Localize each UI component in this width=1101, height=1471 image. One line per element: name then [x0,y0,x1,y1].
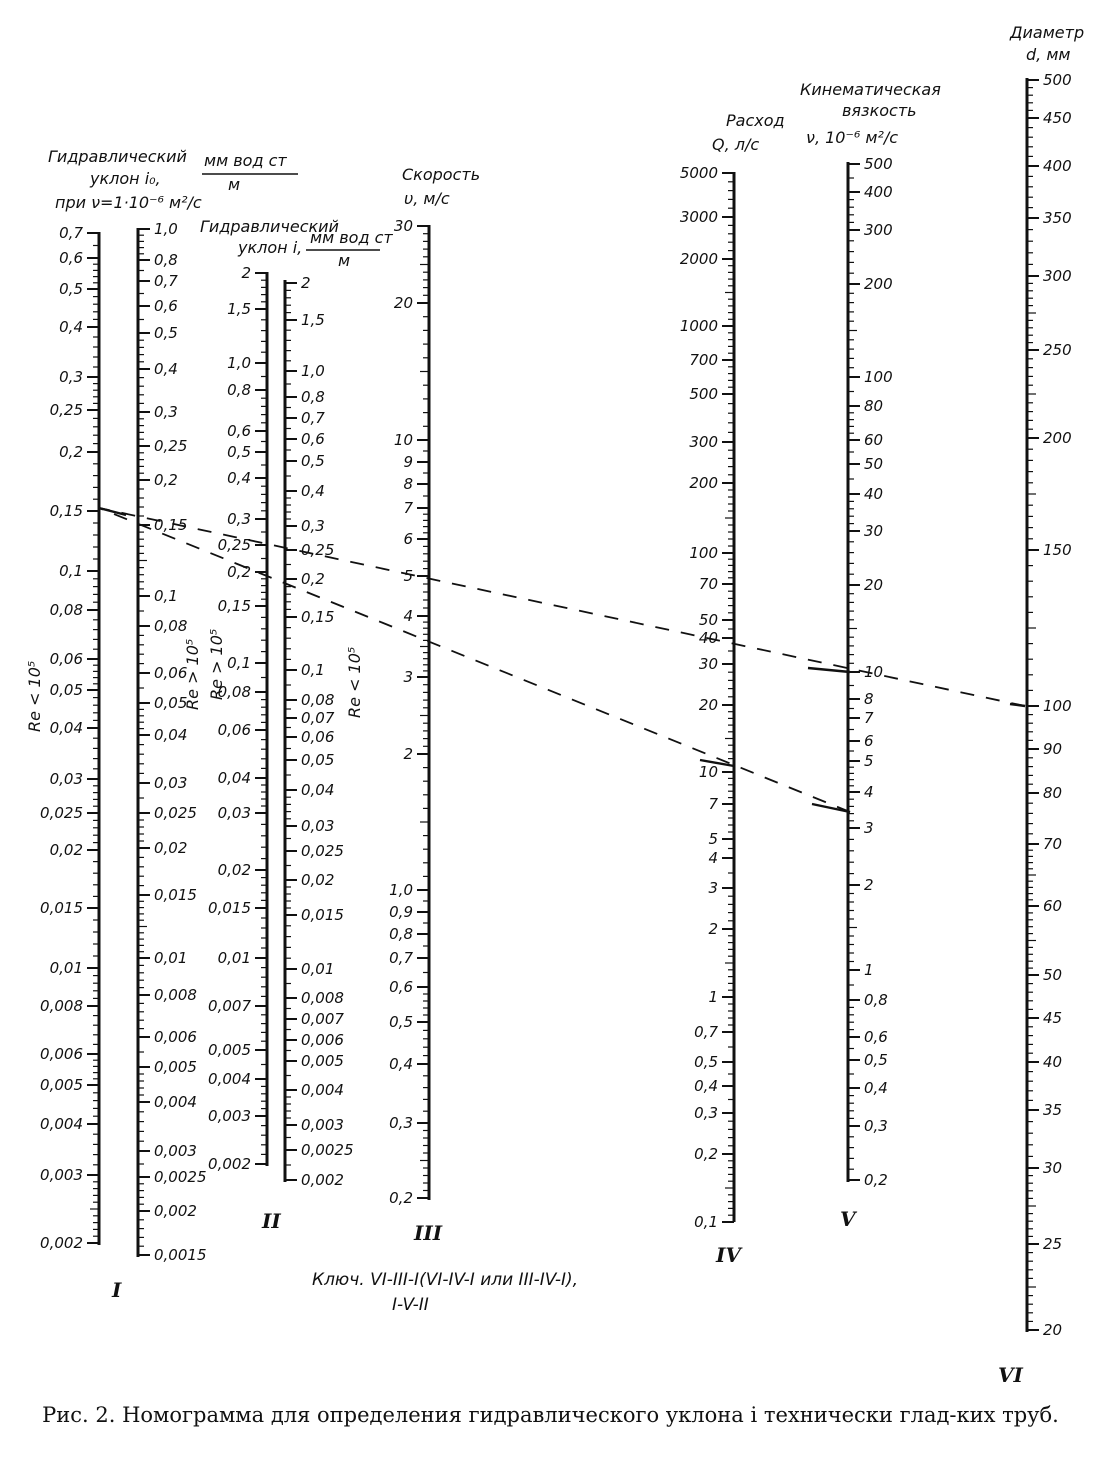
tick-label: 0,07 [301,709,335,727]
tick-label: 0,005 [40,1076,83,1094]
tick-label: 0,006 [154,1028,197,1046]
tick-label: 0,015 [208,899,251,917]
tick-label: 2 [241,264,251,282]
tick-label: 350 [1043,209,1072,227]
tick-label: 0,01 [49,959,83,977]
tick-label: 70 [1043,835,1063,853]
tick-label: 0,003 [154,1142,197,1160]
tick-label: 50 [1043,966,1063,984]
tick-label: 0,7 [301,409,325,427]
tick-label: 0,15 [154,516,188,534]
tick-label: 0,008 [154,986,197,1004]
tick-label: 5000 [679,164,718,182]
tick-label: 0,006 [40,1045,83,1063]
tick-label: 0,15 [301,608,335,626]
title-III-1: Скорость [402,165,481,184]
tick-label: 450 [1043,109,1072,127]
title-II-2: уклон i, [238,238,303,257]
tick-label: 0,5 [59,280,83,298]
tick-label: 4 [864,783,874,801]
tick-label: 150 [1043,541,1072,559]
tick-label: 0,3 [154,403,178,421]
tick-label: 0,0025 [301,1141,354,1159]
tick-label: 300 [864,221,893,239]
side-label-II-left: Re > 10⁵ [207,628,226,700]
tick-label: 0,8 [227,381,251,399]
tick-label: 0,05 [49,681,83,699]
tick-label: 1 [708,988,718,1006]
tick-label: 40 [864,485,884,503]
side-label-I-left: Re < 10⁵ [25,660,44,732]
tick-label: 2000 [679,250,718,268]
tick-label: 0,9 [389,903,413,921]
tick-label: 5 [403,567,413,585]
tick-label: 1,0 [227,354,251,372]
tick-label: 0,2 [389,1189,413,1207]
tick-label: 0,002 [301,1171,344,1189]
tick-label: 0,007 [301,1010,344,1028]
tick-label: 1,5 [301,311,325,329]
title-I-2: уклон i₀, [90,169,161,188]
tick-label: 0,1 [694,1213,718,1231]
roman-numerals [111,1207,1024,1387]
tick-label: 0,4 [154,360,178,378]
scale-titles [48,23,1084,270]
title-III-2: υ, м/с [404,189,450,208]
key-text [312,1270,578,1315]
tick-label: 0,6 [59,249,83,267]
tick-label: 0,3 [301,517,325,535]
tick-label: 0,7 [694,1023,718,1041]
tick-label: 500 [1043,71,1072,89]
tick-label: 20 [1043,1321,1063,1339]
tick-label: 0,1 [227,654,251,672]
title-II-1: Гидравлический [200,217,339,236]
title-V-3: ν, 10⁻⁶ м²/с [806,128,899,147]
title-VI-1: Диаметр [1010,23,1085,42]
tick-label: 0,8 [154,251,178,269]
tick-label: 200 [1043,429,1072,447]
tick-label: 400 [864,183,893,201]
roman-II: II [262,1209,281,1233]
tick-label: 0,6 [389,978,413,996]
tick-label: 60 [1043,897,1063,915]
tick-label: 0,0015 [154,1246,207,1264]
tick-label: 7 [864,709,874,727]
tick-label: 0,002 [208,1155,251,1173]
tick-label: 1,0 [154,220,178,238]
tick-label: 0,015 [40,899,83,917]
title-IV-2: Q, л/с [712,135,760,154]
tick-label: 500 [689,385,718,403]
tick-label: 60 [864,431,884,449]
tick-label: 0,004 [40,1115,83,1133]
tick-label: 0,6 [301,430,325,448]
tick-label: 0,005 [154,1058,197,1076]
tick-label: 80 [864,397,884,415]
tick-label: 0,015 [301,906,344,924]
tick-label: 0,03 [49,770,83,788]
tick-label: 0,5 [389,1013,413,1031]
tick-label: 0,5 [227,443,251,461]
tick-label: 0,4 [864,1079,888,1097]
tick-label: 0,02 [301,871,335,889]
tick-label: 0,25 [154,437,188,455]
tick-label: 0,08 [301,691,335,709]
tick-label: 0,05 [154,694,188,712]
tick-label: 10 [393,431,413,449]
tick-label: 0,008 [40,997,83,1015]
tick-label: 0,004 [208,1070,251,1088]
tick-label: 0,4 [389,1055,413,1073]
tick-label: 0,2 [59,443,83,461]
tick-label: 0,8 [864,991,888,1009]
tick-label: 0,3 [59,368,83,386]
tick-label: 0,04 [154,726,188,744]
tick-label: 400 [1043,157,1072,175]
tick-label: 1,5 [227,300,251,318]
tick-label: 0,8 [389,925,413,943]
tick-label: 30 [393,217,413,235]
tick-label: 0,4 [301,482,325,500]
tick-label: 4 [403,607,413,625]
tick-label: 0,3 [389,1114,413,1132]
tick-label: 100 [689,544,718,562]
roman-I: I [112,1278,122,1302]
tick-label: 250 [1043,341,1072,359]
tick-label: 300 [689,433,718,451]
tick-label: 0,6 [864,1028,888,1046]
tick-label: 1000 [679,317,718,335]
tick-label: 2 [301,274,311,292]
title-I-3: при ν=1·10⁻⁶ м²/с [55,193,202,212]
tick-label: 0,06 [154,664,188,682]
tick-label: 0,01 [217,949,251,967]
scale-axes [99,78,1027,1332]
tick-label: 0,05 [301,751,335,769]
title-IV-1: Расход [726,111,785,130]
tick-label: 0,003 [301,1116,344,1134]
tick-label: 3 [864,819,874,837]
roman-IV: IV [716,1243,741,1267]
tick-label: 1,0 [301,362,325,380]
tick-label: 0,04 [301,781,335,799]
tick-label: 10 [864,663,884,681]
tick-label: 0,002 [154,1202,197,1220]
tick-label: 50 [864,455,884,473]
tick-label: 20 [864,576,884,594]
tick-label: 500 [864,155,893,173]
key-line-1: Ключ. VI-III-I(VI-IV-I или III-IV-I), [312,1270,579,1290]
tick-label: 0,7 [389,949,413,967]
tick-label: 0,025 [301,842,344,860]
tick-label: 0,004 [154,1093,197,1111]
tick-label: 0,08 [154,617,188,635]
tick-label: 0,005 [301,1052,344,1070]
tick-label: 70 [698,575,718,593]
tick-label: 0,03 [301,817,335,835]
tick-label: 20 [698,696,718,714]
tick-label: 0,7 [59,224,83,242]
tick-label: 30 [864,522,884,540]
tick-label: 700 [689,351,718,369]
tick-label: 0,5 [694,1053,718,1071]
title-V-2: вязкость [842,101,917,120]
tick-label: 30 [1043,1159,1063,1177]
tick-label: 0,08 [217,683,251,701]
tick-label: 0,3 [864,1117,888,1135]
tick-label: 0,02 [217,861,251,879]
tick-label: 0,4 [694,1077,718,1095]
tick-label: 0,7 [154,272,178,290]
tick-label: 10 [698,763,718,781]
tick-label: 0,2 [154,471,178,489]
tick-label: 0,008 [301,989,344,1007]
tick-label: 0,15 [49,502,83,520]
figure-caption: Рис. 2. Номограмма для определения гидравлического уклона i технически глад-ких труб. [42,1403,1059,1427]
tick-label: 0,06 [49,650,83,668]
tick-label: 0,002 [40,1234,83,1252]
tick-label: 0,025 [40,804,83,822]
tick-label: 3 [403,668,413,686]
tick-label: 0,007 [208,997,251,1015]
tick-label: 40 [1043,1053,1063,1071]
unit-I-num: мм вод ст [204,151,287,170]
tick-label: 300 [1043,267,1072,285]
tick-label: 0,06 [301,728,335,746]
tick-label: 0,03 [154,774,188,792]
tick-label: 0,25 [301,541,335,559]
tick-label: 0,06 [217,721,251,739]
tick-label: 3 [708,879,718,897]
roman-III: III [414,1221,443,1245]
tick-label: 0,8 [301,388,325,406]
tick-label: 0,2 [227,563,251,581]
tick-label: 25 [1043,1235,1063,1253]
tick-label: 0,003 [40,1166,83,1184]
roman-V: V [840,1207,856,1231]
tick-label: 0,2 [694,1145,718,1163]
tick-label: 0,6 [154,297,178,315]
tick-label: 35 [1043,1101,1063,1119]
tick-label: 0,04 [217,769,251,787]
tick-label: 6 [403,530,413,548]
tick-label: 9 [403,453,413,471]
tick-label: 8 [864,690,874,708]
tick-label: 45 [1043,1009,1063,1027]
title-I-1: Гидравлический [48,147,187,166]
tick-label: 0,01 [154,949,188,967]
tick-label: 100 [1043,697,1072,715]
tick-label: 0,025 [154,804,197,822]
tick-label: 1 [864,961,874,979]
tick-label: 0,5 [864,1051,888,1069]
tick-label: 50 [698,611,718,629]
tick-label: 0,1 [301,661,325,679]
tick-label: 2 [403,745,413,763]
unit-II-den: м [338,251,351,270]
tick-label: 40 [698,629,718,647]
tick-label: 200 [689,474,718,492]
tick-label: 4 [708,849,718,867]
tick-label: 0,01 [301,960,335,978]
minor-ticks [90,88,1036,1322]
tick-label: 200 [864,275,893,293]
tick-label: 0,25 [49,401,83,419]
tick-label: 0,08 [49,601,83,619]
tick-label: 7 [708,795,718,813]
tick-label: 0,3 [227,510,251,528]
tick-label: 1,0 [389,881,413,899]
unit-I-den: м [228,175,241,194]
tick-label: 2 [708,920,718,938]
tick-label: 0,015 [154,886,197,904]
tick-label: 0,02 [154,839,188,857]
tick-label: 0,003 [208,1107,251,1125]
tick-label: 5 [864,752,874,770]
tick-label: 3000 [679,208,718,226]
tick-label: 30 [698,655,718,673]
side-label-I-right: Re > 10⁵ [183,638,202,710]
tick-label: 0,1 [59,562,83,580]
tick-label: 20 [393,294,413,312]
tick-label: 0,5 [301,452,325,470]
tick-label: 0,3 [694,1104,718,1122]
roman-VI: VI [998,1363,1023,1387]
tick-label: 0,6 [227,422,251,440]
tick-label: 100 [864,368,893,386]
tick-label: 8 [403,475,413,493]
tick-label: 0,2 [864,1171,888,1189]
tick-label: 5 [708,830,718,848]
tick-label: 0,0025 [154,1168,207,1186]
tick-label: 7 [403,499,413,517]
tick-label: 0,02 [49,841,83,859]
key-line-2: I-V-II [392,1295,429,1315]
tick-label: 2 [864,876,874,894]
tick-label: 90 [1043,740,1063,758]
tick-label: 80 [1043,784,1063,802]
tick-label: 0,004 [301,1081,344,1099]
tick-label: 0,4 [59,318,83,336]
tick-label: 0,1 [154,587,178,605]
tick-label: 0,25 [217,536,251,554]
tick-label: 0,005 [208,1041,251,1059]
unit-II-num: мм вод ст [310,228,393,247]
tick-label: 0,4 [227,469,251,487]
tick-label: 6 [864,732,874,750]
title-V-1: Кинематическая [800,80,941,99]
tick-label: 0,5 [154,324,178,342]
tick-label: 0,2 [301,570,325,588]
title-VI-2: d, мм [1026,45,1071,64]
tick-label: 0,04 [49,719,83,737]
tick-label: 0,15 [217,597,251,615]
side-label-II-right: Re < 10⁵ [345,646,364,718]
tick-label: 0,03 [217,804,251,822]
tick-label: 0,006 [301,1031,344,1049]
